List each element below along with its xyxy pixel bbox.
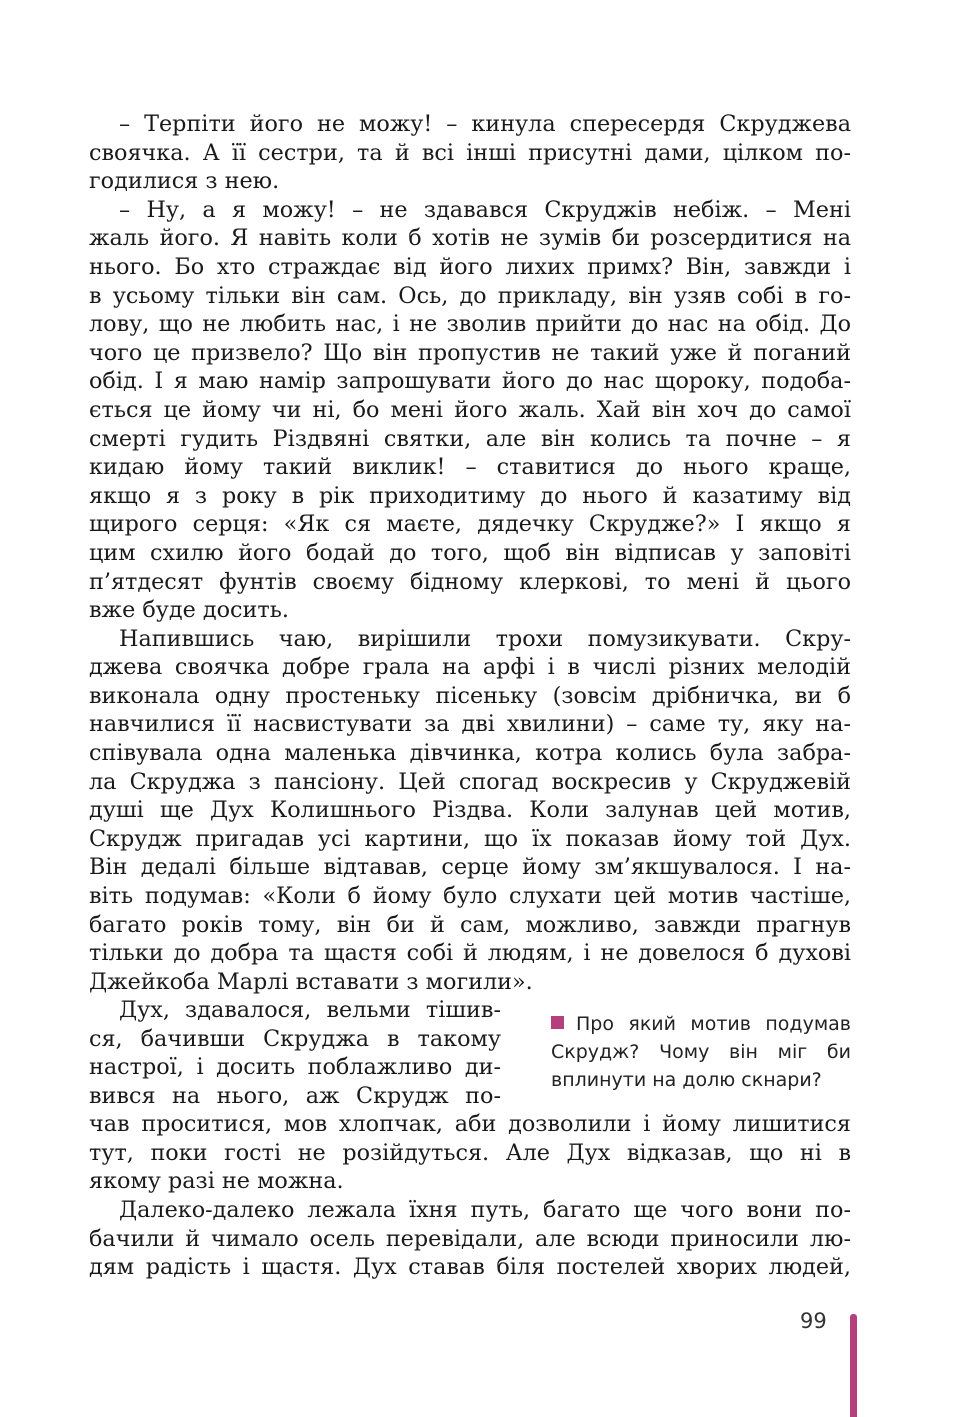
margin-question-line-3: вплинути на долю скнари? [551, 1069, 822, 1091]
text-line: тут, поки гості не розійдуться. Але Дух відказав, що ні в [89, 1139, 851, 1166]
text-line: Напившись чаю, вирішили трохи помузикувати. Скру- [119, 625, 851, 652]
text-line: Він дедалі більше відтавав, серце йому зм’якшувалося. І на- [89, 854, 851, 881]
text-line: тільки до добра та щастя собі й людям, і не довелося б духові [89, 940, 851, 967]
text-line: вже буде досить. [89, 597, 289, 624]
text-line: бачили й чимало осель перевідали, але всюди приносили лю- [89, 1225, 851, 1252]
margin-question-line-1: Про який мотив подумав [551, 1010, 851, 1038]
text-line: Скрудж пригадав усі картини, що їх показав йому той Дух. [89, 825, 851, 852]
text-line: віть подумав: «Коли б йому було слухати цей мотив частіше, [89, 883, 851, 910]
page-accent-bar [850, 1314, 857, 1417]
text-line: обід. І я маю намір запрошувати його до нас щороку, подоба- [89, 368, 851, 395]
text-line: п’ятдесят фунтів своєму бідному клеркові, то мені й цього [89, 568, 851, 595]
main-text-wrapped [89, 996, 501, 1110]
text-line: багато років тому, він би й сам, можливо, завжди прагнув [89, 911, 851, 938]
text-line: в усьому тільки він сам. Ось, до прикладу, він узяв собі в го- [89, 282, 851, 309]
text-line: своячка. А її сестри, та й всі інші присутні дами, цілком по- [89, 139, 851, 166]
text-line: – Терпіти його не можу! – кинула спересердя Скруджева [119, 111, 851, 137]
text-line: Джейкоба Марлі вставати з могили». [89, 968, 533, 995]
text-line: душі ще Дух Колишнього Різдва. Коли залунав цей мотив, [89, 797, 851, 824]
text-line: ся, бачивши Скруджа в такому [89, 1025, 501, 1052]
main-text-end [89, 1196, 851, 1282]
text-line: вився на нього, аж Скрудж по- [89, 1082, 501, 1109]
text-line: смерті гудить Різдвяні святки, але він колись та почне – я [89, 425, 851, 452]
text-line: дям радість і щастя. Дух ставав біля постелей хворих людей, [89, 1254, 851, 1281]
text-line: навчилися її насвистувати за дві хвилини) – саме ту, яку на- [89, 711, 851, 738]
text-line: джева своячка добре грала на арфі і в числі різних мелодій [89, 654, 851, 681]
page-number: 99 [800, 1309, 827, 1333]
text-line: кидаю йому такий виклик! – ставитися до нього краще, [89, 454, 851, 481]
text-line: чого це призвело? Що він пропустив не такий уже й поганий [89, 339, 851, 366]
text-line: настрої, і досить поблажливо ди- [89, 1054, 501, 1081]
margin-question [551, 1010, 851, 1094]
text-line: годилися з нею. [89, 168, 280, 195]
main-text-top [89, 110, 851, 996]
text-line: ла Скруджа з пансіону. Цей спогад воскресив у Скруджевій [89, 768, 851, 795]
text-line: цим схилю його бодай до того, щоб він відписав у заповіті [89, 539, 851, 566]
text-line: якому разі не можна. [89, 1168, 344, 1195]
text-line: Далеко-далеко лежала їхня путь, багато ще чого вони по- [119, 1197, 851, 1223]
text-line: ється це йому чи ні, бо мені його жаль. Хай він хоч до самої [89, 396, 851, 423]
square-bullet-icon [551, 1016, 564, 1029]
text-line: нього. Бо хто страждає від його лихих примх? Він, завжди і [89, 253, 851, 280]
margin-question-line-2: Скрудж? Чому він міг би [551, 1041, 851, 1063]
text-line: якщо я з року в рік приходитиму до нього й казатиму від [89, 482, 851, 509]
text-line: чав проситися, мов хлопчак, аби дозволили і йому лишитися [89, 1111, 851, 1137]
text-line: щирого серця: «Як ся маєте, дядечку Скрудже?» І якщо я [89, 511, 851, 538]
text-line: співувала одна маленька дівчинка, котра колись була забра- [89, 740, 851, 767]
text-line: виконала одну простеньку пісеньку (зовсім дрібничка, ви б [89, 682, 851, 709]
text-line: лову, що не любить нас, і не зволив прийти до нас на обід. До [89, 311, 851, 338]
main-text-bottom [89, 1110, 851, 1196]
text-line: жаль його. Я навіть коли б хотів не зумів би розсердитися на [89, 225, 851, 252]
text-line: – Ну, а я можу! – не здавався Скруджів небіж. – Мені [119, 196, 851, 223]
text-line: Дух, здавалося, вельми тішив- [119, 997, 501, 1023]
